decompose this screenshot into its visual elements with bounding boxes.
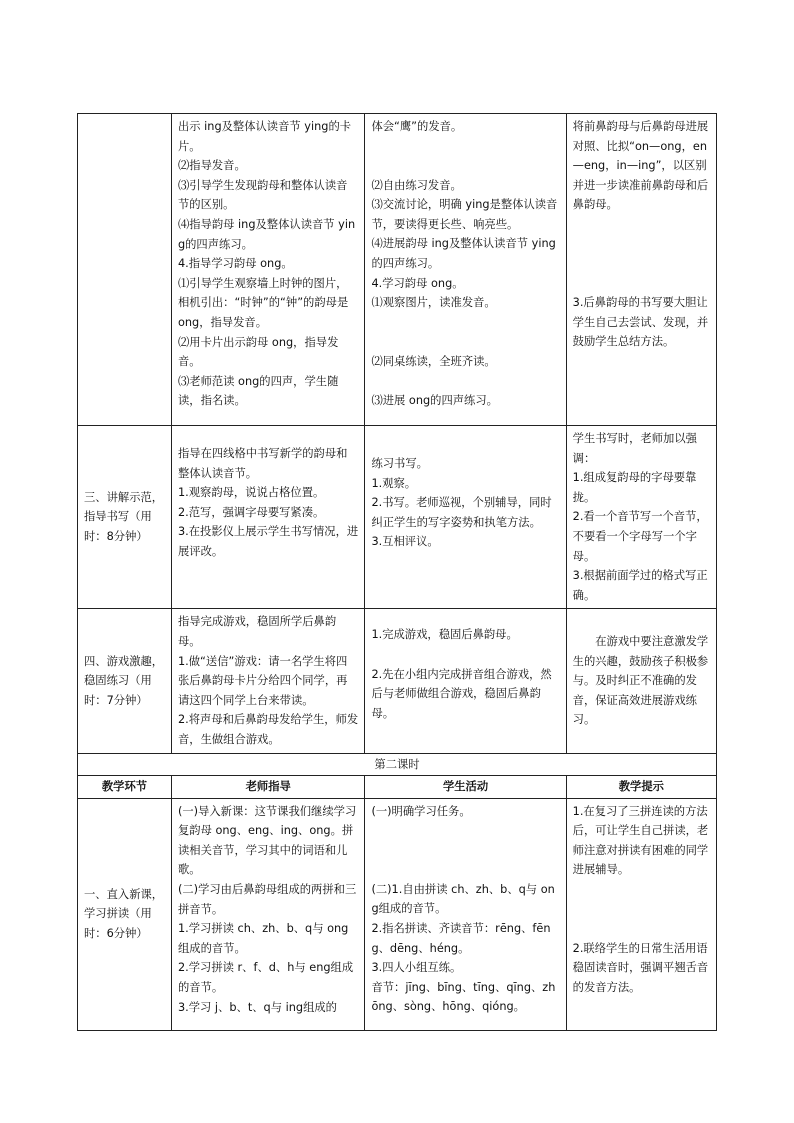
student-line: ⑵自由练习发音。	[371, 178, 462, 192]
stage-cell: 一、直入新课，学习拼读（用时：6分钟）	[78, 798, 172, 1030]
student-line: (一)明确学习任务。	[371, 804, 471, 818]
tip-line: 2.联络学生的日常生活用语稳固读音时，强调平翘舌音的发音方法。	[572, 941, 709, 994]
table-row	[78, 609, 717, 753]
teacher-line: 2.范写，强调字母要写紧凑。	[177, 505, 325, 519]
student-line: (二)1.自由拼读 ch、zh、b、q与 ong组成的音节。	[371, 882, 555, 916]
table-row	[78, 426, 717, 609]
tip-line: 3.后鼻韵母的书写要大胆让学生自己去尝试、发现，并鼓励学生总结方法。	[572, 295, 709, 349]
teacher-line: ⑶引导学生发现韵母和整体认读音节的区别。	[177, 178, 348, 212]
teacher-line: 指导在四线格中书写新学的韵母和整体认读音节。	[177, 447, 348, 480]
student-line: 2.书写。老师巡视，个别辅导，同时纠正学生的写字姿势和执笔方法。	[371, 496, 552, 529]
teacher-line: 2.学习拼读 r、f、d、h与 eng组成的音节。	[177, 961, 354, 995]
teacher-guidance-cell	[171, 609, 364, 753]
header-student: 学生活动	[365, 776, 566, 799]
tip-line: 1.组成复韵母的字母要靠拢。	[572, 471, 697, 504]
teacher-line: 1.学习拼读 ch、zh、b、q与 ong组成的音节。	[177, 922, 349, 955]
second-lesson-title: 第二课时	[78, 753, 717, 776]
student-line: 音节：jīng、bīng、tīng、qīng、zhōng、sòng、hōng、qióng。	[371, 980, 556, 1014]
stage-cell	[78, 114, 172, 426]
teacher-line: 指导完成游戏，稳固所学后鼻韵母。	[177, 615, 337, 648]
teaching-tip-cell	[566, 114, 716, 426]
teaching-tip-cell	[566, 426, 716, 609]
header-tip: 教学提示	[566, 776, 716, 799]
teacher-line: 出示 ing及整体认读音节 ying的卡片。	[177, 120, 352, 153]
teacher-line: (一)导入新课：这节课我们继续学习复韵母 ong、eng、ing、ong。拼读相关音节，学习其中的词语和儿歌。	[177, 804, 357, 877]
teaching-tip-cell	[566, 798, 716, 1030]
table-header-row	[78, 776, 717, 799]
student-line: 3.四人小组互练。	[371, 961, 462, 975]
student-activity-cell	[365, 798, 566, 1030]
teaching-tip-cell	[566, 609, 716, 753]
student-line: 体会“鹰”的发音。	[371, 120, 463, 133]
teacher-line: ⑵用卡片出示韵母 ong，指导发音。	[177, 335, 339, 369]
header-teacher: 老师指导	[171, 776, 364, 799]
teacher-line: ⑶老师范读 ong的四声，学生随读，指名读。	[177, 374, 339, 408]
tip-line: 1.在复习了三拼连读的方法后，可让学生自己拼读，老师注意对拼读有困难的同学进展辅导。	[572, 804, 709, 877]
student-line: ⑷进展韵母 ing及整体认读音节 ying的四声练习。	[371, 237, 556, 270]
teacher-guidance-cell	[171, 114, 364, 426]
student-line: ⑶进展 ong的四声练习。	[371, 393, 498, 407]
teacher-line: 1.做“送信”游戏：请一名学生将四张后鼻韵母卡片分给四个同学，再请这四个同学上台来带读。	[177, 654, 348, 707]
student-activity-cell	[365, 114, 566, 426]
teacher-line: ⑵指导发音。	[177, 159, 246, 173]
lesson-plan-table	[77, 113, 717, 1031]
student-line: 2.先在小组内完成拼音组合游戏，然后与老师做组合游戏，稳固后鼻韵母。	[371, 667, 552, 720]
student-activity-cell	[365, 426, 566, 609]
table-row	[78, 114, 717, 426]
student-line: ⑶交流讨论，明确 ying是整体认读音节，要读得更长些、响亮些。	[371, 198, 558, 231]
table-row	[78, 753, 717, 776]
student-line: 3.互相评议。	[371, 535, 439, 549]
student-line: 练习书写。	[371, 457, 428, 470]
tip-line: 将前鼻韵母与后鼻韵母进展对照、比拟“on—ong，en—eng，in—ing”，以区别并进一步读准前鼻韵母和后鼻韵母。	[572, 120, 709, 212]
tip-line: 学生书写时，老师加以强调：	[572, 432, 697, 465]
student-line: 2.指名拼读、齐读音节：rēng、fēng、dēng、héng。	[371, 922, 551, 955]
student-line: 1.完成游戏，稳固后鼻韵母。	[371, 628, 518, 642]
student-line: ⑴观察图片，读准发音。	[371, 296, 496, 310]
teacher-line: 2.将声母和后鼻韵母发给学生，师发音，生做组合游戏。	[177, 713, 359, 746]
teacher-line: 3.学习 j、b、t、q与 ing组成的	[177, 1000, 337, 1014]
student-line: 4.学习韵母 ong。	[371, 276, 464, 290]
student-line: ⑵同桌练读，全班齐读。	[371, 354, 496, 368]
tip-line: 3.根据前面学过的格式写正确。	[572, 569, 708, 602]
teacher-line: ⑴引导学生观察墙上时钟的图片，相机引出：“时钟”的“钟”的韵母是 ong，指导发音。	[177, 276, 349, 329]
tip-line: 在游戏中要注意激发学生的兴趣，鼓励孩子积极参与。及时纠正不准确的发音，保证高效进展游戏练习。	[572, 634, 709, 727]
table-row	[78, 798, 717, 1030]
teacher-line: (二)学习由后鼻韵母组成的两拼和三拼音节。	[177, 883, 357, 916]
teacher-line: 3.在投影仪上展示学生书写情况，进展评改。	[177, 525, 359, 558]
tip-line: 2.看一个音节写一个音节，不要看一个字母写一个字母。	[572, 510, 708, 563]
teacher-guidance-cell	[171, 798, 364, 1030]
stage-cell: 三、讲解示范，指导书写（用时：8分钟）	[78, 426, 172, 609]
student-activity-cell	[365, 609, 566, 753]
student-line: 1.观察。	[371, 476, 417, 490]
teacher-line: ⑷指导韵母 ing及整体认读音节 ying的四声练习。	[177, 217, 356, 251]
teacher-line: 4.指导学习韵母 ong。	[177, 257, 293, 271]
header-stage: 教学环节	[78, 776, 172, 799]
teacher-guidance-cell	[171, 426, 364, 609]
stage-cell: 四、游戏激趣，稳固练习（用时：7分钟）	[78, 609, 172, 753]
teacher-line: 1.观察韵母，说说占格位置。	[177, 486, 325, 500]
